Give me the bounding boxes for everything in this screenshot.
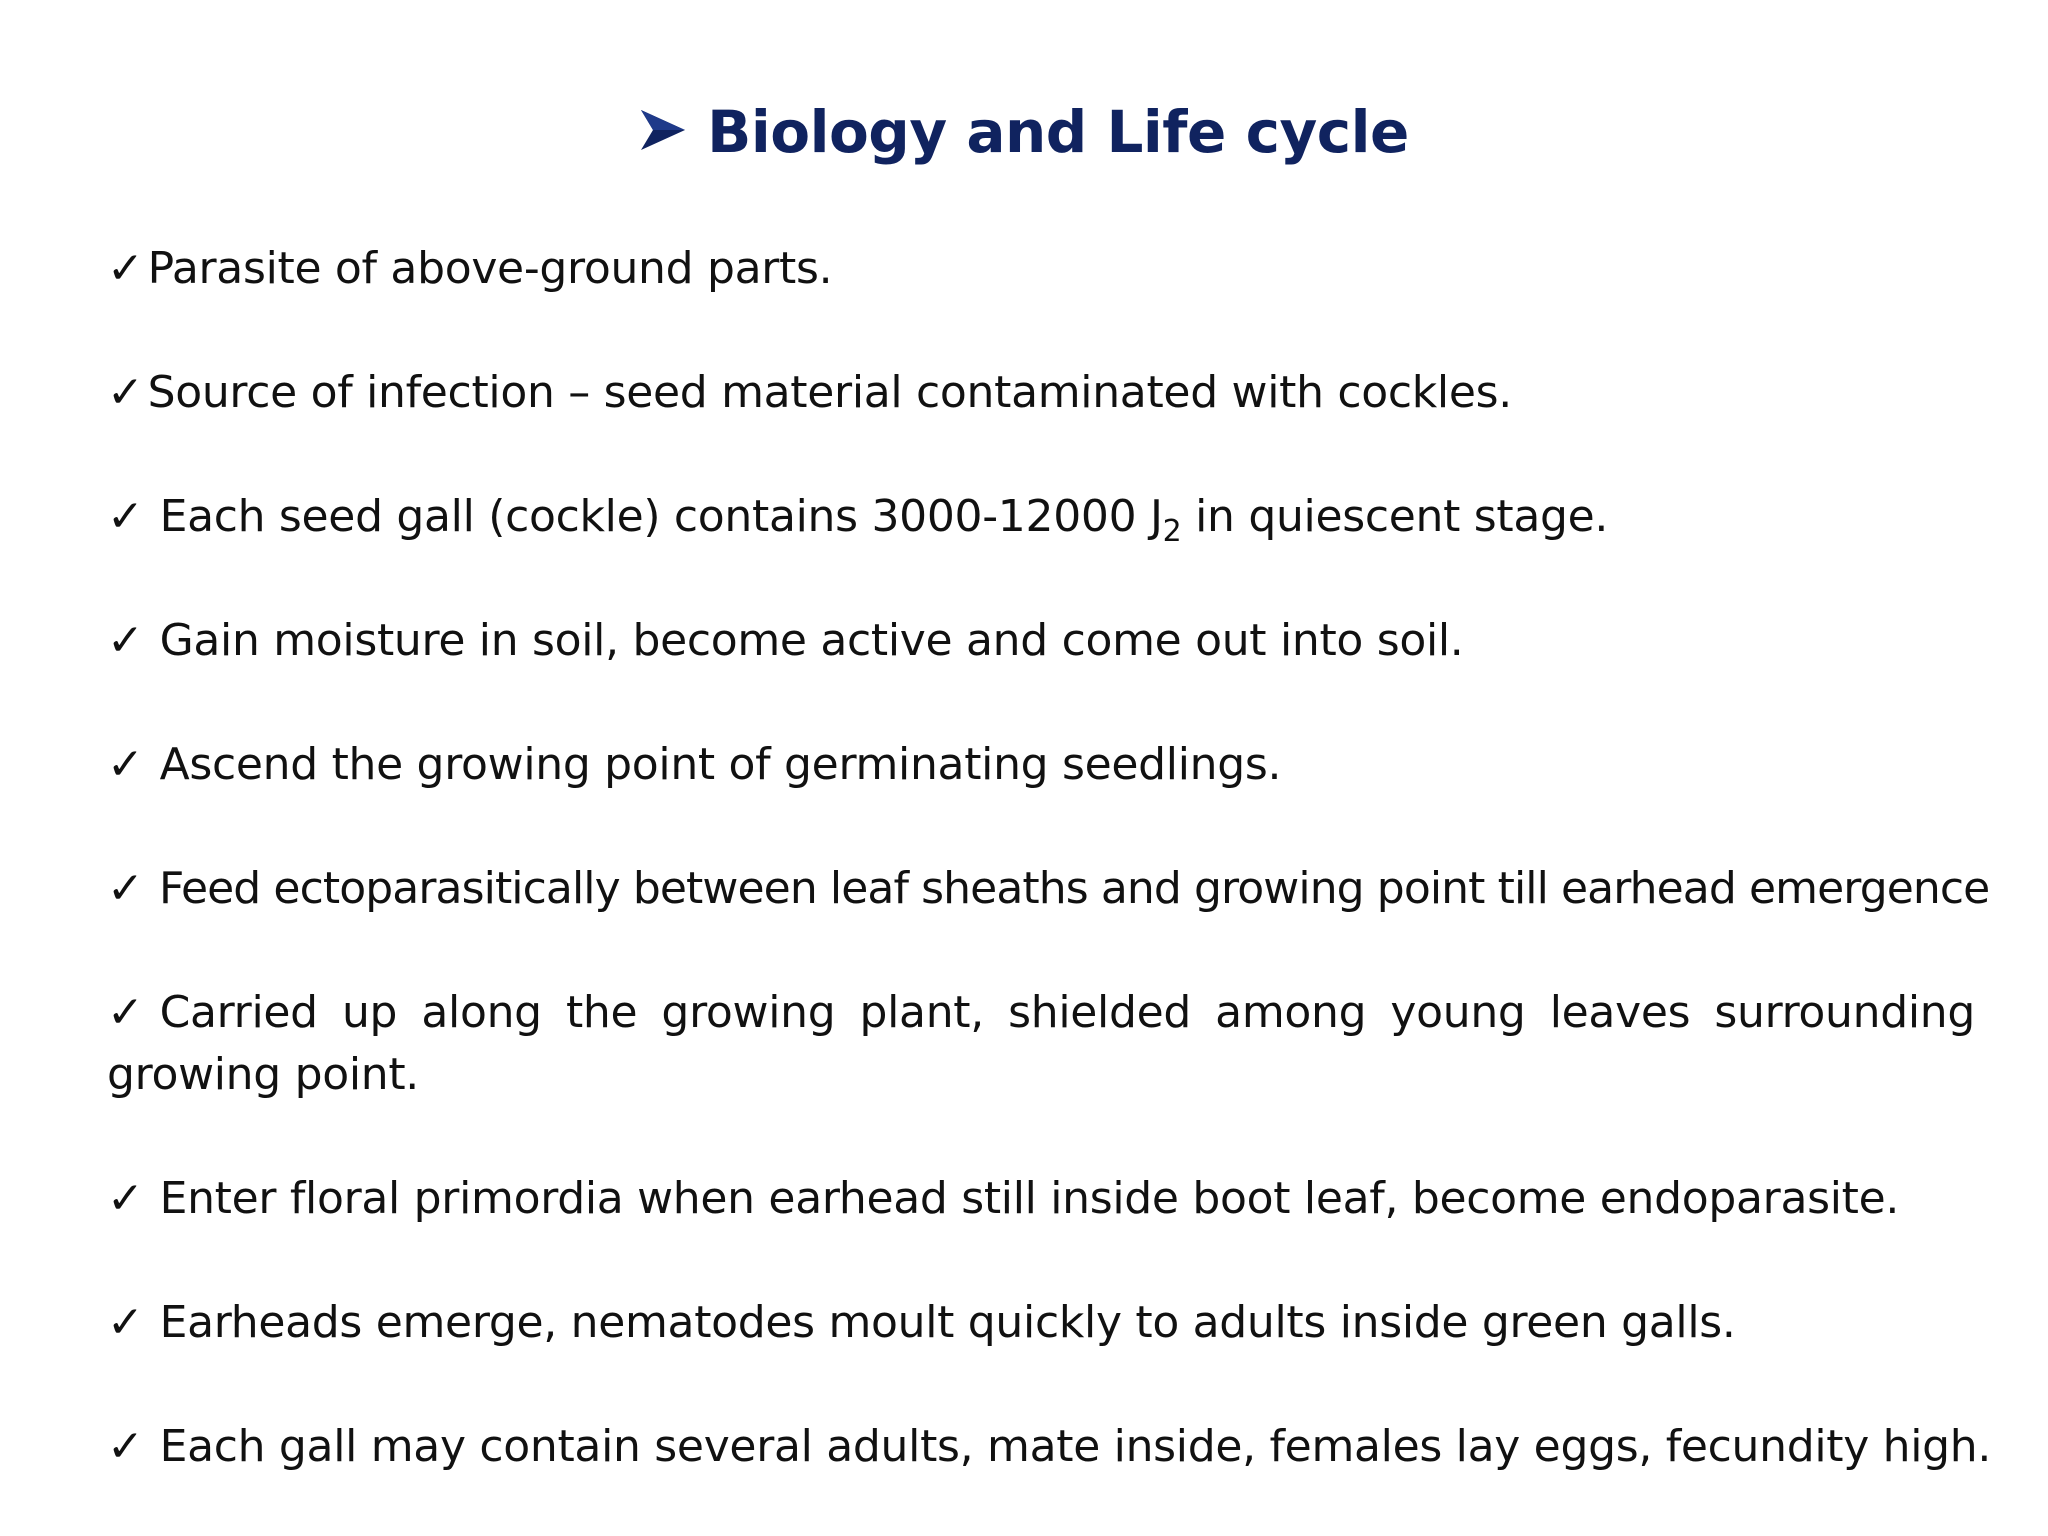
check-mark-icon: ✓ bbox=[107, 1421, 144, 1472]
slide-title-text: Biology and Life cycle bbox=[707, 98, 1409, 166]
list-item-text-tail: in quiescent stage. bbox=[1181, 491, 1609, 542]
list-item-text: Feed ectoparasitically between leaf sheaths and growing point till earhead emergence bbox=[158, 863, 1990, 914]
list-item bbox=[107, 734, 1975, 796]
list-item-text: Carried up along the growing plant, shielded among young leaves surrounding growing point. bbox=[107, 987, 1975, 1100]
list-item-text: Gain moisture in soil, become active and come out into soil. bbox=[159, 615, 1464, 666]
list-item-text: Source of infection – seed material contaminated with cockles. bbox=[147, 367, 1512, 418]
list-item bbox=[107, 610, 1975, 672]
list-item bbox=[107, 486, 1975, 548]
list-item bbox=[107, 1292, 1975, 1354]
slide-title bbox=[0, 98, 2048, 166]
check-mark-icon: ✓ bbox=[107, 739, 144, 790]
list-item bbox=[107, 1416, 1992, 1478]
arrowhead-bullet-icon bbox=[639, 106, 687, 154]
check-mark-icon: ✓ bbox=[107, 367, 144, 418]
check-mark-icon: ✓ bbox=[107, 863, 143, 914]
check-mark-icon: ✓ bbox=[107, 1297, 144, 1348]
check-mark-icon: ✓ bbox=[107, 987, 144, 1038]
list-item-text: Earheads emerge, nematodes moult quickly to adults inside green galls. bbox=[159, 1297, 1736, 1348]
list-item bbox=[107, 982, 1975, 1106]
check-mark-icon: ✓ bbox=[107, 491, 144, 542]
list-item bbox=[107, 858, 1990, 920]
check-mark-icon: ✓ bbox=[107, 243, 144, 294]
check-mark-icon: ✓ bbox=[107, 1173, 144, 1224]
check-mark-icon: ✓ bbox=[107, 615, 144, 666]
list-item-text: Each seed gall (cockle) contains 3000-12000 J bbox=[159, 491, 1163, 542]
subscript-text: 2 bbox=[1162, 514, 1182, 549]
list-item-text: Enter floral primordia when earhead still inside boot leaf, become endoparasite. bbox=[159, 1173, 1900, 1224]
list-item-text: Parasite of above-ground parts. bbox=[147, 243, 833, 294]
list-item-text: Ascend the growing point of germinating seedlings. bbox=[159, 739, 1282, 790]
list-item bbox=[107, 362, 1975, 424]
list-item bbox=[107, 1168, 1975, 1230]
list-item-text: Each gall may contain several adults, mate inside, females lay eggs, fecundity high. bbox=[159, 1421, 1992, 1472]
list-item bbox=[107, 238, 1975, 300]
